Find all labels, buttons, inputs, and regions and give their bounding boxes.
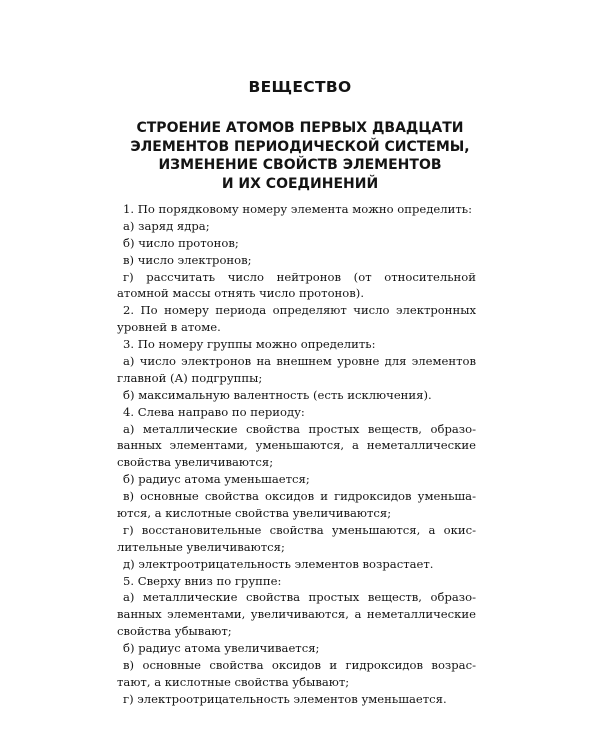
text-line: свойства убывают; [117,624,232,639]
text-line: 5. Сверху вниз по группе: [123,573,282,588]
text-line: г) восстановительные свойства уменьшаются, а окис- [123,522,476,537]
text-line: б) максимальную валентность (есть исключения). [123,387,432,402]
text-line: б) радиус атома уменьшается; [123,472,310,487]
chapter-title-line: И ИХ СОЕДИНЕНИЙ [221,175,379,192]
text-line: 3. По номеру группы можно определить: [123,337,376,352]
text-line: 1. По порядковому номеру элемента можно определить: [123,202,472,216]
text-line: б) радиус атома увеличивается; [123,641,320,656]
text-line: в) основные свойства оксидов и гидроксидов возрас- [123,658,476,673]
chapter-title-line: ЭЛЕМЕНТОВ ПЕРИОДИЧЕСКОЙ СИСТЕМЫ, [130,138,470,155]
text-line: а) металлические свойства простых веществ, образо- [123,590,476,605]
text-line: тают, а кислотные свойства убывают; [117,674,350,689]
text-line: главной (А) подгруппы; [117,370,263,385]
text-line: а) заряд ядра; [123,218,210,233]
text-line: свойства увеличиваются; [117,455,274,470]
text-line: лительные увеличиваются; [117,539,285,554]
text-line: ванных элементами, уменьшаются, а неметаллические [117,438,476,453]
text-line: а) число электронов на внешнем уровне для элементов [123,354,476,369]
text-line: в) число электронов; [123,252,252,267]
text-line: 4. Слева направо по периоду: [123,404,305,419]
section-title: ВЕЩЕСТВО [248,78,352,96]
text-line: в) основные свойства оксидов и гидроксидов уменьша- [123,489,476,504]
text-line: уровней в атоме. [117,320,221,335]
text-line: г) рассчитать число нейтронов (от относительной [123,269,476,284]
text-line: б) число протонов; [123,235,239,250]
text-line: а) металлические свойства простых веществ, образо- [123,421,476,436]
text-line: ются, а кислотные свойства увеличиваются; [117,506,392,521]
body-text [117,201,476,708]
text-line: ванных элементами, увеличиваются, а неметаллические [117,607,476,622]
text-line: атомной массы отнять число протонов). [117,286,365,301]
text-line: г) электроотрицательность элементов уменьшается. [123,691,447,706]
text-line: д) электроотрицательность элементов возрастает. [123,556,434,571]
chapter-title [0,119,600,193]
chapter-title-line: СТРОЕНИЕ АТОМОВ ПЕРВЫХ ДВАДЦАТИ [136,120,464,136]
chapter-title-line: ИЗМЕНЕНИЕ СВОЙСТВ ЭЛЕМЕНТОВ [158,157,442,173]
text-line: 2. По номеру периода определяют число электронных [123,303,476,318]
